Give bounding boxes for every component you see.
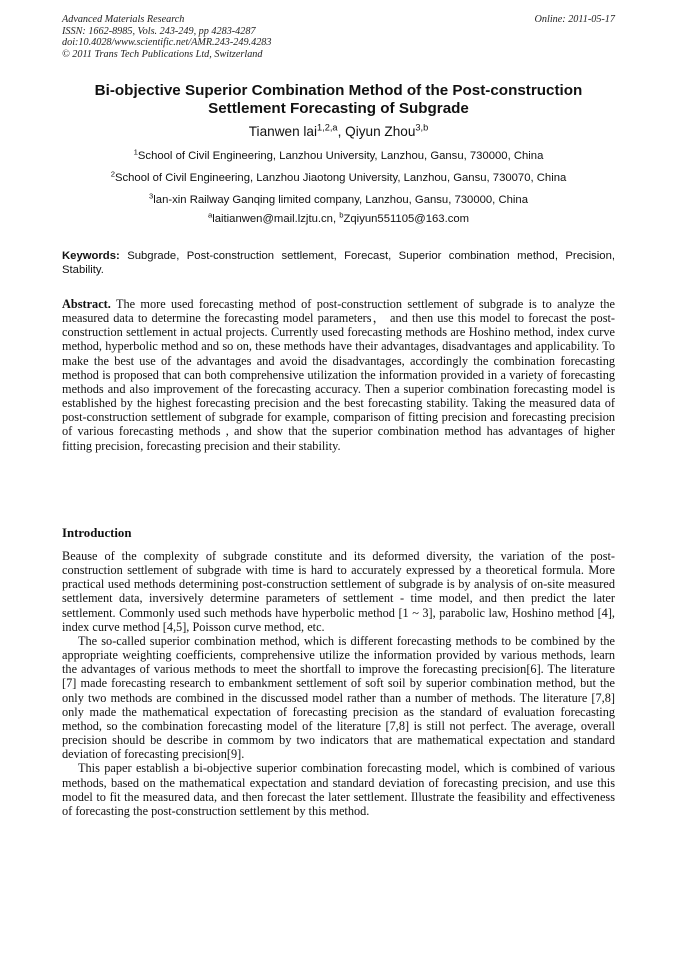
paragraph: Beause of the complexity of subgrade constitute and its deformed diversity, the variation of the post-construction settlement of subgrade with time is hard to accurately expressed by a theoretical formula. More practical used methods determining post-construction settlement of subgrade is by analysis of on-site measured settlement data, inversively determine parameters of settlement - time model, and then predict the later settlement. Commonly used such methods have hyperbolic method [1 ~ 3], parabolic law, Hoshino method [4], index curve method [4,5], Poisson curve method, etc. <box>62 549 615 634</box>
journal-doi[interactable]: doi:10.4028/www.scientific.net/AMR.243-249.4283 <box>62 37 272 48</box>
author-list <box>62 124 615 140</box>
journal-copyright: © 2011 Trans Tech Publications Ltd, Switzerland <box>62 48 263 60</box>
author-name: Tianwen lai <box>248 124 318 139</box>
journal-name: Advanced Materials Research <box>62 14 185 25</box>
paragraph: The so-called superior combination method, which is different forecasting methods to be combined by the appropriate weighting coefficients, comprehensive utilize the information provided by various methods, learn the advantages of various methods to meet the shortfall to improve the forecasting precision[6]. The literature [7] made forecasting research to embankment settlement of soft soil by superior combination method, but the only two methods are combined in the discussed model rather than a number of methods. The literature [7,8] only made the mathematical expectation of forecasting precision as the standard of evaluation forecasting method, so the combination forecasting model of the literature [7,8] is still not perfect. The average, overall precision should be describe in commom by two indicators that are mathematical expectation and standard deviation of forecasting precision[9]. <box>62 633 615 762</box>
journal-info <box>62 14 615 60</box>
author-emails <box>62 210 615 226</box>
author-name: Qiyun Zhou <box>345 124 416 139</box>
email-link[interactable]: laitianwen@mail.lzjtu.cn, <box>212 213 340 225</box>
affiliation-mark: 1 <box>133 147 138 157</box>
affiliation-text: School of Civil Engineering, Lanzhou University, Lanzhou, Gansu, 730000, China <box>137 150 544 162</box>
online-date: Online: 2011-05-17 <box>534 14 615 25</box>
author-separator: , <box>337 124 346 139</box>
abstract-label: Abstract. <box>62 297 111 311</box>
paper-title-line-2: Settlement Forecasting of Subgrade <box>208 100 469 117</box>
email-mark: b <box>339 210 344 220</box>
affiliation-mark: 3 <box>149 191 154 201</box>
paragraph: This paper establish a bi-objective superior combination forecasting model, which is combined of various methods, based on the mathematical expectation and standard deviation of forecasting precision, and use this model to fit the measured data, and then forecast the later settlement. Illustrate the feasibility and effectiveness of forecasting the post-construction settlement by this method. <box>62 761 615 818</box>
affiliation-3 <box>62 191 615 207</box>
keywords-text: Subgrade, Post-construction settlement, Forecast, Superior combination method, Precision, Stability. <box>62 250 615 276</box>
affiliation-1 <box>62 147 615 163</box>
abstract-text: The more used forecasting method of post-construction settlement of subgrade is to analyze the measured data to determine the forecasting model parameters， and then use this model to forecast the post-construction settlement in actual projects. Currently used forecasting methods are Hoshino method, index curve method, hyperbolic method and so on, these methods have their advantages, disadvantages and applicability. To make the best use of the advantages and avoid the disadvantages, accordingly the combination forecasting method is proposed that can both comprehensive utilization the information provided in a variety of forecasting methods and also improvement of the forecasting accuracy. Then a superior combination forecasting model is established by the highest forecasting precision and the best forecasting stability. Taking the measured data of post-construction settlement of subgrade for example, comparison of fitting precision and forecasting precision of various forecasting methods , and show that the superior combination method has advantages of higher fitting precision, forecasting precision and their stability. <box>62 297 615 453</box>
journal-header <box>62 14 615 60</box>
affiliation-text: lan-xin Railway Ganqing limited company, Lanzhou, Gansu, 730000, China <box>153 194 528 206</box>
affiliation-2 <box>62 169 615 185</box>
email-mark: a <box>207 210 213 220</box>
introduction-body <box>62 549 615 818</box>
keywords <box>62 249 615 277</box>
journal-issn: ISSN: 1662-8985, Vols. 243-249, pp 4283-4287 <box>62 25 256 37</box>
section-heading-introduction: Introduction <box>62 526 132 540</box>
author-affiliation-mark: 1,2,a <box>317 122 338 133</box>
paper-title <box>62 82 615 118</box>
affiliation-mark: 2 <box>110 169 115 179</box>
author-affiliation-mark: 3,b <box>415 122 429 133</box>
keywords-label: Keywords: <box>62 250 120 262</box>
paper-title-line-1: Bi-objective Superior Combination Method of the Post-construction <box>94 82 583 99</box>
email-link[interactable]: Zqiyun551105@163.com <box>343 213 470 225</box>
abstract <box>62 297 615 453</box>
affiliation-text: School of Civil Engineering, Lanzhou Jiaotong University, Lanzhou, Gansu, 730070, China <box>114 172 567 184</box>
